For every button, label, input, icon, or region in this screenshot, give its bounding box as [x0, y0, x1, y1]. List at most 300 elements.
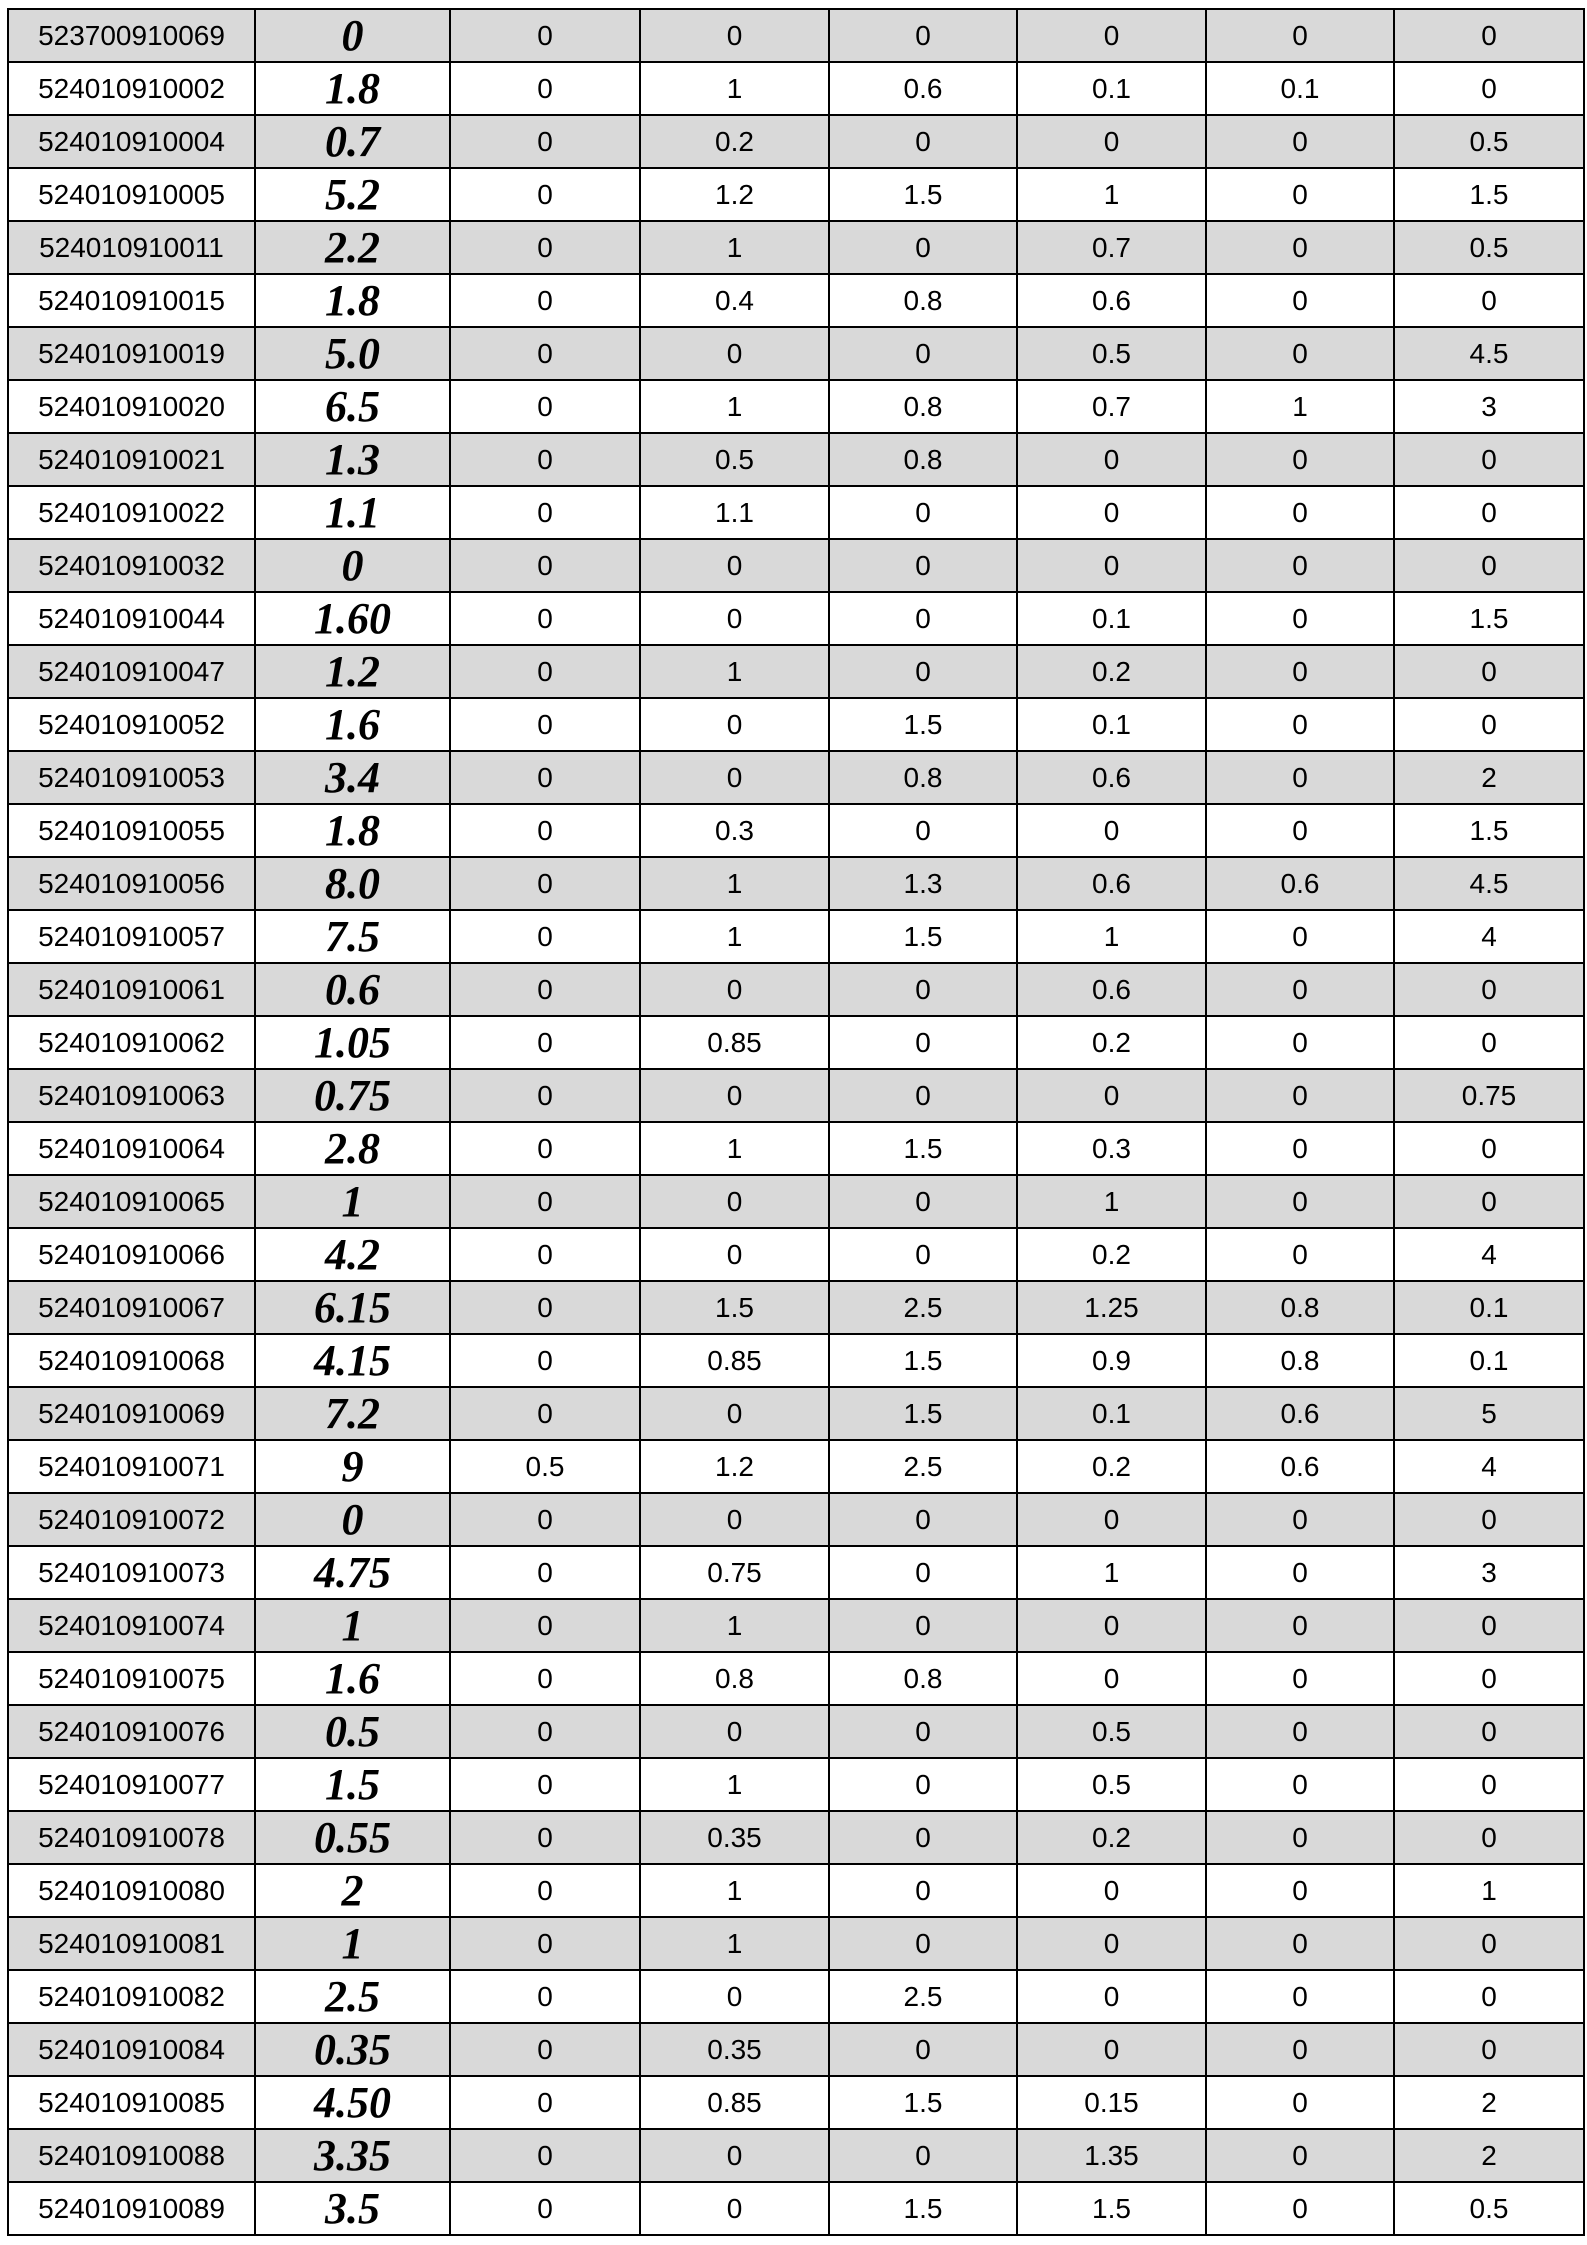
- value-cell: 0: [450, 486, 640, 539]
- value-cell: 0.2: [1017, 1811, 1206, 1864]
- value-cell: 0: [640, 1493, 829, 1546]
- table-row: [8, 1652, 1584, 1705]
- value-cell: 0: [1206, 1546, 1394, 1599]
- value-cell: 0: [450, 1811, 640, 1864]
- total-cell: 2.5: [255, 1970, 450, 2023]
- table-row: [8, 1705, 1584, 1758]
- value-cell: 2: [1394, 2129, 1584, 2182]
- table-row: [8, 1175, 1584, 1228]
- value-cell: 1: [1017, 1175, 1206, 1228]
- total-cell: 5.0: [255, 327, 450, 380]
- table-row: [8, 274, 1584, 327]
- value-cell: 0: [1017, 1864, 1206, 1917]
- value-cell: 0.3: [640, 804, 829, 857]
- value-cell: 0: [1206, 486, 1394, 539]
- table-row: [8, 2023, 1584, 2076]
- value-cell: 0: [1206, 327, 1394, 380]
- total-cell: 0: [255, 539, 450, 592]
- value-cell: 0: [1394, 963, 1584, 1016]
- table-row: [8, 1228, 1584, 1281]
- value-cell: 0: [829, 115, 1017, 168]
- data-table: [7, 8, 1585, 2236]
- value-cell: 0.6: [1017, 857, 1206, 910]
- value-cell: 0.2: [1017, 645, 1206, 698]
- value-cell: 0: [1017, 1970, 1206, 2023]
- record-id-cell: 524010910057: [8, 910, 255, 963]
- record-id-cell: 523700910069: [8, 9, 255, 62]
- total-cell: 8.0: [255, 857, 450, 910]
- table-row: [8, 963, 1584, 1016]
- value-cell: 0.1: [1017, 592, 1206, 645]
- value-cell: 0: [640, 2182, 829, 2235]
- value-cell: 1: [640, 380, 829, 433]
- total-cell: 0.5: [255, 1705, 450, 1758]
- record-id-cell: 524010910088: [8, 2129, 255, 2182]
- value-cell: 1.1: [640, 486, 829, 539]
- value-cell: 0: [1394, 698, 1584, 751]
- value-cell: 0: [640, 9, 829, 62]
- value-cell: 0.1: [1017, 1387, 1206, 1440]
- value-cell: 0: [450, 857, 640, 910]
- total-cell: 1.60: [255, 592, 450, 645]
- value-cell: 0: [1394, 539, 1584, 592]
- value-cell: 0: [1017, 115, 1206, 168]
- record-id-cell: 524010910078: [8, 1811, 255, 1864]
- value-cell: 0: [1394, 1705, 1584, 1758]
- record-id-cell: 524010910063: [8, 1069, 255, 1122]
- value-cell: 1.2: [640, 168, 829, 221]
- value-cell: 0: [450, 963, 640, 1016]
- value-cell: 0.85: [640, 2076, 829, 2129]
- value-cell: 0: [1206, 1122, 1394, 1175]
- value-cell: 0: [1017, 539, 1206, 592]
- record-id-cell: 524010910015: [8, 274, 255, 327]
- value-cell: 0: [450, 910, 640, 963]
- value-cell: 0: [1394, 486, 1584, 539]
- value-cell: 0: [829, 1864, 1017, 1917]
- value-cell: 0.5: [1394, 2182, 1584, 2235]
- table-row: [8, 1440, 1584, 1493]
- value-cell: 0: [1206, 1228, 1394, 1281]
- record-id-cell: 524010910032: [8, 539, 255, 592]
- value-cell: 0: [1017, 1599, 1206, 1652]
- value-cell: 0: [1206, 2076, 1394, 2129]
- table-row: [8, 1864, 1584, 1917]
- value-cell: 0: [450, 751, 640, 804]
- value-cell: 1.5: [829, 698, 1017, 751]
- value-cell: 0: [1394, 1016, 1584, 1069]
- value-cell: 1.5: [829, 910, 1017, 963]
- value-cell: 1.5: [1394, 804, 1584, 857]
- table-row: [8, 115, 1584, 168]
- value-cell: 0.2: [1017, 1228, 1206, 1281]
- record-id-cell: 524010910066: [8, 1228, 255, 1281]
- value-cell: 0: [829, 327, 1017, 380]
- value-cell: 0: [450, 274, 640, 327]
- value-cell: 0: [450, 1334, 640, 1387]
- value-cell: 0: [1017, 804, 1206, 857]
- value-cell: 1: [1206, 380, 1394, 433]
- value-cell: 0: [640, 592, 829, 645]
- value-cell: 0: [450, 592, 640, 645]
- total-cell: 1.8: [255, 804, 450, 857]
- record-id-cell: 524010910061: [8, 963, 255, 1016]
- table-row: [8, 2182, 1584, 2235]
- total-cell: 0.35: [255, 2023, 450, 2076]
- value-cell: 0: [829, 1811, 1017, 1864]
- table-row: [8, 1546, 1584, 1599]
- value-cell: 1.5: [1394, 168, 1584, 221]
- value-cell: 0: [1394, 62, 1584, 115]
- table-row: [8, 857, 1584, 910]
- value-cell: 0: [1394, 645, 1584, 698]
- value-cell: 0.1: [1394, 1281, 1584, 1334]
- total-cell: 1.2: [255, 645, 450, 698]
- record-id-cell: 524010910089: [8, 2182, 255, 2235]
- record-id-cell: 524010910064: [8, 1122, 255, 1175]
- value-cell: 2.5: [829, 1440, 1017, 1493]
- value-cell: 1.5: [640, 1281, 829, 1334]
- value-cell: 1: [640, 1758, 829, 1811]
- table-row: [8, 486, 1584, 539]
- table-row: [8, 380, 1584, 433]
- value-cell: 0: [450, 1122, 640, 1175]
- value-cell: 0: [1017, 1493, 1206, 1546]
- value-cell: 0: [1206, 539, 1394, 592]
- value-cell: 0: [1206, 274, 1394, 327]
- table-row: [8, 1917, 1584, 1970]
- value-cell: 0: [450, 1652, 640, 1705]
- value-cell: 0: [450, 380, 640, 433]
- value-cell: 0: [450, 433, 640, 486]
- value-cell: 0: [829, 221, 1017, 274]
- value-cell: 0.2: [1017, 1016, 1206, 1069]
- table-row: [8, 1122, 1584, 1175]
- value-cell: 0: [640, 1069, 829, 1122]
- record-id-cell: 524010910022: [8, 486, 255, 539]
- value-cell: 0: [640, 751, 829, 804]
- value-cell: 0: [829, 645, 1017, 698]
- table-row: [8, 1811, 1584, 1864]
- value-cell: 0: [1394, 1493, 1584, 1546]
- value-cell: 4: [1394, 910, 1584, 963]
- record-id-cell: 524010910084: [8, 2023, 255, 2076]
- value-cell: 0: [1394, 1175, 1584, 1228]
- table-row: [8, 1281, 1584, 1334]
- value-cell: 0: [1206, 804, 1394, 857]
- value-cell: 0: [1017, 486, 1206, 539]
- value-cell: 0.6: [1206, 1387, 1394, 1440]
- value-cell: 0: [829, 963, 1017, 1016]
- value-cell: 1.5: [829, 1334, 1017, 1387]
- value-cell: 0: [450, 1864, 640, 1917]
- value-cell: 0: [450, 9, 640, 62]
- value-cell: 0: [1206, 1864, 1394, 1917]
- value-cell: 1.5: [829, 2076, 1017, 2129]
- value-cell: 0: [1394, 1122, 1584, 1175]
- table-row: [8, 751, 1584, 804]
- value-cell: 0.5: [1017, 1705, 1206, 1758]
- value-cell: 0: [1206, 1970, 1394, 2023]
- record-id-cell: 524010910052: [8, 698, 255, 751]
- value-cell: 0: [450, 1599, 640, 1652]
- value-cell: 0.5: [1394, 221, 1584, 274]
- value-cell: 0.7: [1017, 380, 1206, 433]
- value-cell: 0: [1394, 1652, 1584, 1705]
- total-cell: 7.2: [255, 1387, 450, 1440]
- value-cell: 1.5: [1017, 2182, 1206, 2235]
- value-cell: 1: [1017, 910, 1206, 963]
- value-cell: 0: [450, 539, 640, 592]
- total-cell: 4.15: [255, 1334, 450, 1387]
- total-cell: 3.35: [255, 2129, 450, 2182]
- value-cell: 0: [1206, 1758, 1394, 1811]
- record-id-cell: 524010910055: [8, 804, 255, 857]
- value-cell: 2: [1394, 751, 1584, 804]
- value-cell: 0: [450, 1758, 640, 1811]
- value-cell: 0: [450, 1387, 640, 1440]
- value-cell: 0: [450, 698, 640, 751]
- table-row: [8, 1334, 1584, 1387]
- value-cell: 0: [829, 2129, 1017, 2182]
- value-cell: 0.5: [640, 433, 829, 486]
- value-cell: 0: [1394, 1599, 1584, 1652]
- value-cell: 0: [1017, 1917, 1206, 1970]
- value-cell: 0.8: [829, 751, 1017, 804]
- record-id-cell: 524010910020: [8, 380, 255, 433]
- value-cell: 0: [450, 1970, 640, 2023]
- value-cell: 0: [1206, 9, 1394, 62]
- record-id-cell: 524010910073: [8, 1546, 255, 1599]
- value-cell: 0: [640, 327, 829, 380]
- record-id-cell: 524010910071: [8, 1440, 255, 1493]
- total-cell: 1: [255, 1599, 450, 1652]
- value-cell: 1.3: [829, 857, 1017, 910]
- table-row: [8, 1970, 1584, 2023]
- value-cell: 0: [1206, 1599, 1394, 1652]
- value-cell: 0: [1206, 2182, 1394, 2235]
- value-cell: 0: [1206, 592, 1394, 645]
- value-cell: 0: [450, 2129, 640, 2182]
- value-cell: 0: [829, 1175, 1017, 1228]
- value-cell: 1: [640, 645, 829, 698]
- value-cell: 0.7: [1017, 221, 1206, 274]
- total-cell: 6.15: [255, 1281, 450, 1334]
- value-cell: 0: [450, 1917, 640, 1970]
- value-cell: 0.8: [829, 1652, 1017, 1705]
- value-cell: 0: [1017, 9, 1206, 62]
- table-row: [8, 698, 1584, 751]
- value-cell: 0.85: [640, 1016, 829, 1069]
- total-cell: 4.50: [255, 2076, 450, 2129]
- value-cell: 0: [829, 1599, 1017, 1652]
- table-row: [8, 1493, 1584, 1546]
- value-cell: 1: [640, 62, 829, 115]
- value-cell: 0.5: [1017, 327, 1206, 380]
- total-cell: 5.2: [255, 168, 450, 221]
- record-id-cell: 524010910002: [8, 62, 255, 115]
- total-cell: 1: [255, 1175, 450, 1228]
- value-cell: 0: [450, 168, 640, 221]
- record-id-cell: 524010910074: [8, 1599, 255, 1652]
- value-cell: 0: [450, 115, 640, 168]
- record-id-cell: 524010910076: [8, 1705, 255, 1758]
- total-cell: 1.05: [255, 1016, 450, 1069]
- value-cell: 0.1: [1206, 62, 1394, 115]
- value-cell: 0.6: [1206, 857, 1394, 910]
- total-cell: 1.6: [255, 1652, 450, 1705]
- record-id-cell: 524010910067: [8, 1281, 255, 1334]
- value-cell: 1: [640, 221, 829, 274]
- value-cell: 0: [450, 804, 640, 857]
- value-cell: 0: [450, 1546, 640, 1599]
- table-row: [8, 1069, 1584, 1122]
- value-cell: 0: [1206, 910, 1394, 963]
- value-cell: 0.1: [1017, 698, 1206, 751]
- value-cell: 0: [829, 1016, 1017, 1069]
- value-cell: 0: [450, 2023, 640, 2076]
- value-cell: 1.35: [1017, 2129, 1206, 2182]
- value-cell: 5: [1394, 1387, 1584, 1440]
- value-cell: 0.6: [1017, 963, 1206, 1016]
- total-cell: 1.5: [255, 1758, 450, 1811]
- table-row: [8, 221, 1584, 274]
- value-cell: 0: [829, 539, 1017, 592]
- value-cell: 0: [1206, 115, 1394, 168]
- total-cell: 0.75: [255, 1069, 450, 1122]
- record-id-cell: 524010910047: [8, 645, 255, 698]
- value-cell: 0: [450, 2182, 640, 2235]
- value-cell: 0: [1017, 1069, 1206, 1122]
- total-cell: 4.2: [255, 1228, 450, 1281]
- value-cell: 0: [1394, 2023, 1584, 2076]
- value-cell: 0.15: [1017, 2076, 1206, 2129]
- table-row: [8, 2129, 1584, 2182]
- total-cell: 7.5: [255, 910, 450, 963]
- total-cell: 2.8: [255, 1122, 450, 1175]
- value-cell: 0.8: [1206, 1334, 1394, 1387]
- value-cell: 0: [829, 1228, 1017, 1281]
- record-id-cell: 524010910080: [8, 1864, 255, 1917]
- value-cell: 0: [450, 1175, 640, 1228]
- value-cell: 0.6: [1017, 751, 1206, 804]
- value-cell: 0: [829, 1069, 1017, 1122]
- table-row: [8, 910, 1584, 963]
- value-cell: 0.3: [1017, 1122, 1206, 1175]
- value-cell: 1: [1017, 1546, 1206, 1599]
- value-cell: 2.5: [829, 1281, 1017, 1334]
- value-cell: 0.6: [1206, 1440, 1394, 1493]
- value-cell: 0.4: [640, 274, 829, 327]
- record-id-cell: 524010910062: [8, 1016, 255, 1069]
- total-cell: 1.3: [255, 433, 450, 486]
- total-cell: 4.75: [255, 1546, 450, 1599]
- value-cell: 0: [1394, 9, 1584, 62]
- value-cell: 0: [1206, 1917, 1394, 1970]
- value-cell: 1.25: [1017, 1281, 1206, 1334]
- value-cell: 1.5: [829, 1387, 1017, 1440]
- value-cell: 0: [1206, 168, 1394, 221]
- value-cell: 0.1: [1394, 1334, 1584, 1387]
- value-cell: 0.8: [829, 433, 1017, 486]
- value-cell: 0.5: [450, 1440, 640, 1493]
- value-cell: 0: [1394, 1811, 1584, 1864]
- value-cell: 0: [640, 539, 829, 592]
- table-row: [8, 327, 1584, 380]
- value-cell: 0: [640, 2129, 829, 2182]
- value-cell: 0: [1206, 1493, 1394, 1546]
- value-cell: 0: [829, 1758, 1017, 1811]
- record-id-cell: 524010910056: [8, 857, 255, 910]
- record-id-cell: 524010910011: [8, 221, 255, 274]
- value-cell: 0.6: [1017, 274, 1206, 327]
- total-cell: 2: [255, 1864, 450, 1917]
- value-cell: 1: [1017, 168, 1206, 221]
- value-cell: 0.8: [640, 1652, 829, 1705]
- value-cell: 0: [1206, 221, 1394, 274]
- value-cell: 0.5: [1394, 115, 1584, 168]
- value-cell: 0: [1206, 698, 1394, 751]
- table-row: [8, 539, 1584, 592]
- value-cell: 0: [450, 1069, 640, 1122]
- value-cell: 0: [829, 1546, 1017, 1599]
- value-cell: 0: [1206, 2023, 1394, 2076]
- value-cell: 4: [1394, 1228, 1584, 1281]
- value-cell: 0: [1206, 433, 1394, 486]
- value-cell: 0: [640, 698, 829, 751]
- value-cell: 0: [450, 1493, 640, 1546]
- value-cell: 0.35: [640, 1811, 829, 1864]
- table-row: [8, 1016, 1584, 1069]
- record-id-cell: 524010910053: [8, 751, 255, 804]
- record-id-cell: 524010910069: [8, 1387, 255, 1440]
- value-cell: 0.6: [829, 62, 1017, 115]
- value-cell: 4: [1394, 1440, 1584, 1493]
- value-cell: 0: [829, 9, 1017, 62]
- value-cell: 0: [640, 963, 829, 1016]
- value-cell: 1: [640, 910, 829, 963]
- value-cell: 0: [1017, 1652, 1206, 1705]
- record-id-cell: 524010910044: [8, 592, 255, 645]
- total-cell: 9: [255, 1440, 450, 1493]
- record-id-cell: 524010910075: [8, 1652, 255, 1705]
- value-cell: 0: [1206, 1069, 1394, 1122]
- value-cell: 0: [1394, 274, 1584, 327]
- record-id-cell: 524010910082: [8, 1970, 255, 2023]
- value-cell: 0.8: [829, 380, 1017, 433]
- value-cell: 0: [829, 804, 1017, 857]
- value-cell: 0.9: [1017, 1334, 1206, 1387]
- record-id-cell: 524010910081: [8, 1917, 255, 1970]
- total-cell: 6.5: [255, 380, 450, 433]
- value-cell: 0.2: [640, 115, 829, 168]
- value-cell: 0: [1206, 2129, 1394, 2182]
- value-cell: 0: [1394, 1917, 1584, 1970]
- total-cell: 2.2: [255, 221, 450, 274]
- value-cell: 0: [829, 592, 1017, 645]
- value-cell: 0.35: [640, 2023, 829, 2076]
- value-cell: 0: [640, 1387, 829, 1440]
- table-row: [8, 1758, 1584, 1811]
- total-cell: 1.1: [255, 486, 450, 539]
- value-cell: 0: [829, 1917, 1017, 1970]
- value-cell: 0: [1206, 1705, 1394, 1758]
- value-cell: 0.8: [1206, 1281, 1394, 1334]
- record-id-cell: 524010910021: [8, 433, 255, 486]
- value-cell: 0.1: [1017, 62, 1206, 115]
- value-cell: 0.8: [829, 274, 1017, 327]
- value-cell: 1.5: [829, 168, 1017, 221]
